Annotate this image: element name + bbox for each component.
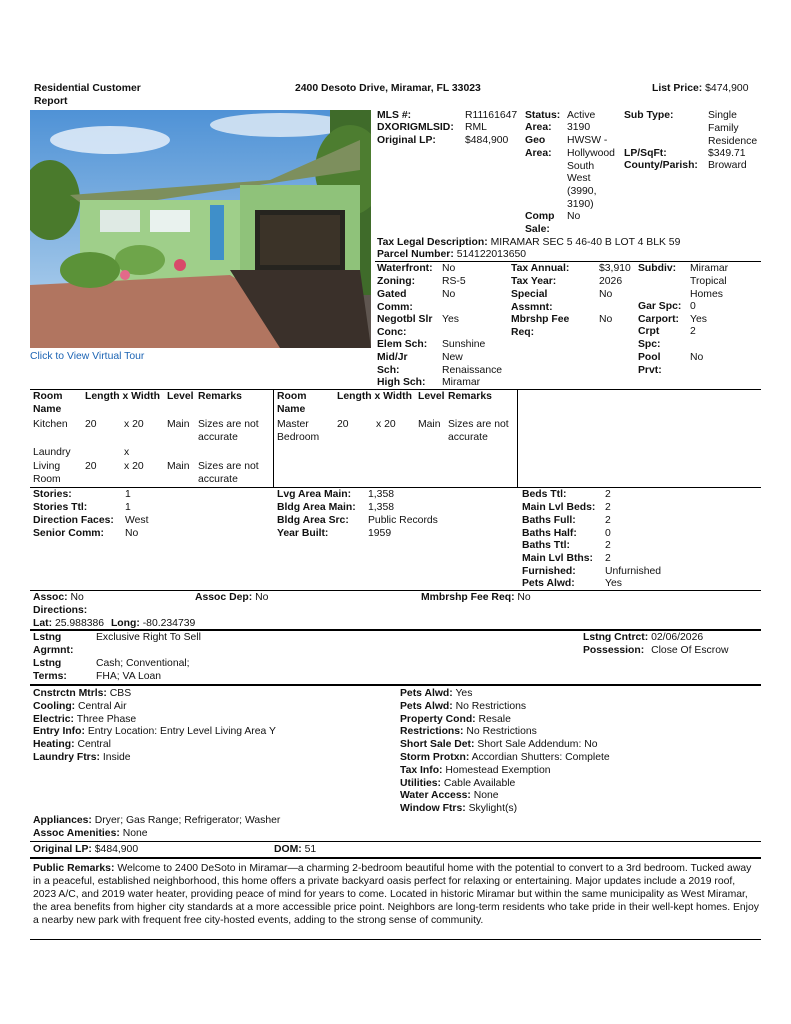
comp-sale-value: No xyxy=(567,211,581,222)
divider xyxy=(517,389,518,487)
parcel-number: Parcel Number: 514122013650 xyxy=(377,249,527,260)
divider xyxy=(30,939,761,940)
divider xyxy=(30,487,761,488)
divider xyxy=(30,857,761,859)
property-address: 2400 Desoto Drive, Miramar, FL 33023 xyxy=(295,83,481,94)
original-lp-label: Original LP: xyxy=(377,135,436,146)
baths-ttl-label: Baths Ttl: xyxy=(522,540,570,551)
property-photo[interactable] xyxy=(30,110,371,348)
detail-row: Cooling: Central Air xyxy=(33,700,127,712)
main-baths-value: 2 xyxy=(605,553,611,564)
pets-label: Pets Alwd: xyxy=(522,578,575,589)
subdiv-label: Subdiv: xyxy=(638,263,677,274)
waterfront-label: Waterfront: xyxy=(377,263,433,274)
geo-label: Geo Area: xyxy=(525,135,552,159)
direction-value: West xyxy=(125,515,149,526)
directions-label: Directions: xyxy=(33,605,88,616)
high-label: High Sch: xyxy=(377,377,426,388)
detail-row: Entry Info: Entry Location: Entry Level Living Area Y xyxy=(33,726,276,738)
subtype-value: Single Family Residence xyxy=(708,110,758,147)
bldg-src-label: Bldg Area Src: xyxy=(277,515,349,526)
divider xyxy=(375,261,761,262)
tax-annual-label: Tax Annual: xyxy=(511,263,570,274)
main-beds-label: Main Lvl Beds: xyxy=(522,502,596,513)
room-remarks: Sizes are not accurate xyxy=(448,419,509,443)
detail-row: Assoc Amenities: None xyxy=(33,827,148,839)
status-value: Active xyxy=(567,110,596,121)
room-width: x xyxy=(124,447,130,458)
lstng-terms-label: Lstng Terms: xyxy=(33,658,67,682)
details-bottom xyxy=(33,815,280,841)
details-right xyxy=(400,688,610,816)
possession: Possession: Close Of Escrow xyxy=(583,645,729,656)
lvg-area-label: Lvg Area Main: xyxy=(277,489,352,500)
lpsqft-value: $349.71 xyxy=(708,148,746,159)
waterfront-value: No xyxy=(442,263,456,274)
garspc-value: 0 xyxy=(690,301,696,312)
special-label: Special Assmnt: xyxy=(511,289,553,313)
detail-row: Laundry Ftrs: Inside xyxy=(33,751,131,763)
lat-long: Lat: 25.988386 Long: -80.234739 xyxy=(33,618,196,629)
elem-value: Sunshine xyxy=(442,339,486,350)
tax-year-value: 2026 xyxy=(599,276,623,287)
room-length: 20 xyxy=(85,461,97,472)
detail-row: Storm Protxn: Accordian Shutters: Complete xyxy=(400,751,610,763)
mls-number: R11161647 xyxy=(465,110,518,121)
room-level-header: Level xyxy=(167,391,194,402)
detail-row: Utilities: Cable Available xyxy=(400,777,516,789)
assoc-dep: Assoc Dep: No xyxy=(195,592,269,603)
detail-row: Pets Alwd: No Restrictions xyxy=(400,700,527,712)
baths-half-label: Baths Half: xyxy=(522,528,577,539)
room-lw-header: Length x Width xyxy=(337,391,412,402)
original-lp-value: $484,900 xyxy=(465,135,509,146)
room-width: x 20 xyxy=(124,461,144,472)
garspc-label: Gar Spc: xyxy=(638,301,682,312)
house-photo-icon xyxy=(30,110,371,348)
baths-full-label: Baths Full: xyxy=(522,515,576,526)
high-value: Miramar xyxy=(442,377,481,388)
bldg-area-label: Bldg Area Main: xyxy=(277,502,356,513)
room-name: Kitchen xyxy=(33,419,68,430)
area-label: Area: xyxy=(525,122,552,133)
gated-value: No xyxy=(442,289,456,300)
lstng-cntrct: Lstng Cntrct: 02/06/2026 xyxy=(583,632,704,643)
comp-sale-label: Comp Sale: xyxy=(525,211,555,235)
stories-ttl-label: Stories Ttl: xyxy=(33,502,88,513)
detail-row: Water Access: None xyxy=(400,790,499,802)
room-remarks: Sizes are not accurate xyxy=(198,419,259,443)
zoning-label: Zoning: xyxy=(377,276,416,287)
room-lw-header: Length x Width xyxy=(85,391,160,402)
room-remarks: Sizes are not accurate xyxy=(198,461,259,485)
county-value: Broward xyxy=(708,160,747,171)
room-width: x 20 xyxy=(124,419,144,430)
mid-value: New Renaissance xyxy=(442,352,503,376)
special-value: No xyxy=(599,289,613,300)
baths-full-value: 2 xyxy=(605,515,611,526)
stories-value: 1 xyxy=(125,489,131,500)
detail-row: Electric: Three Phase xyxy=(33,713,137,725)
area-value: 3190 xyxy=(567,122,591,133)
room-length: 20 xyxy=(85,419,97,430)
stories-ttl-value: 1 xyxy=(125,502,131,513)
public-remarks: Public Remarks: Welcome to 2400 DeSoto in Miramar—a charming 2-bedroom beautiful home with the potential to convert to a 3rd bedroom. Tucked away in a peaceful, established neighborhood, this home offers a private backyard oasis perfect for relaxing or entertaining. Major updates include a 2019 roof, 2023 A/C, and 2019 water heater, providing peace of mind for years to come. Located in historic Miramar but within the same municipality as West Miramar, the area benefits from higher city standards at a more accessible price point. Neighbors are long-term residents who take pride in their well-kept homes. Enjoy a nearby new park with frequent free city-hosted events, adding to the strong sense of community. xyxy=(33,863,759,926)
senior-label: Senior Comm: xyxy=(33,528,105,539)
tax-year-label: Tax Year: xyxy=(511,276,557,287)
gated-label: Gated Comm: xyxy=(377,289,413,313)
room-name-header: Room Name xyxy=(277,391,307,415)
year-built-label: Year Built: xyxy=(277,528,329,539)
senior-value: No xyxy=(125,528,139,539)
geo-value: HWSW - Hollywood South West (3990, 3190) xyxy=(567,135,615,210)
negotbl-label: Negotbl Slr Conc: xyxy=(377,314,433,338)
baths-ttl-value: 2 xyxy=(605,540,611,551)
direction-label: Direction Faces: xyxy=(33,515,114,526)
room-width: x 20 xyxy=(376,419,396,430)
room-level: Main xyxy=(167,461,190,472)
zoning-value: RS-5 xyxy=(442,276,466,287)
divider xyxy=(30,389,761,390)
furnished-label: Furnished: xyxy=(522,566,576,577)
detail-row: Heating: Central xyxy=(33,739,111,751)
pets-value: Yes xyxy=(605,578,622,589)
year-built-value: 1959 xyxy=(368,528,392,539)
mmbrshp-fee-req: Mmbrshp Fee Req: No xyxy=(421,592,531,603)
detail-row: Appliances: Dryer; Gas Range; Refrigerator; Washer xyxy=(33,815,281,826)
room-name-header: Room Name xyxy=(33,391,63,415)
detail-row: Cnstrctn Mtrls: CBS xyxy=(33,688,132,699)
bldg-src-value: Public Records xyxy=(368,515,438,526)
divider xyxy=(30,841,761,842)
original-lp: Original LP: $484,900 xyxy=(33,844,139,855)
mls-label: MLS #: xyxy=(377,110,412,121)
detail-row: Tax Info: Homestead Exemption xyxy=(400,764,551,776)
dxorig-label: DXORIGMLSID: xyxy=(377,122,454,133)
crpt-value: 2 xyxy=(690,326,696,337)
room-level: Main xyxy=(418,419,441,430)
room-name: Master Bedroom xyxy=(277,419,320,443)
detail-row: Restrictions: No Restrictions xyxy=(400,726,537,738)
main-baths-label: Main Lvl Bths: xyxy=(522,553,594,564)
room-level-header: Level xyxy=(418,391,445,402)
list-price: List Price: $474,900 xyxy=(652,83,749,94)
details-left xyxy=(33,688,276,765)
negotbl-value: Yes xyxy=(442,314,459,325)
lstng-agrmnt-label: Lstng Agrmnt: xyxy=(33,632,74,656)
status-label: Status: xyxy=(525,110,561,121)
lstng-terms-value: Cash; Conventional; FHA; VA Loan xyxy=(96,658,190,682)
pool-label: Pool Prvt: xyxy=(638,352,662,376)
carport-label: Carport: xyxy=(638,314,679,325)
divider xyxy=(30,629,761,631)
crpt-label: Crpt Spc: xyxy=(638,326,661,350)
detail-row: Window Ftrs: Skylight(s) xyxy=(400,803,518,815)
virtual-tour-link[interactable]: Click to View Virtual Tour xyxy=(30,351,145,362)
lpsqft-label: LP/SqFt: xyxy=(624,148,667,159)
tax-annual-value: $3,910 xyxy=(599,263,631,274)
county-label: County/Parish: xyxy=(624,160,698,171)
beds-label: Beds Ttl: xyxy=(522,489,567,500)
divider xyxy=(30,590,761,591)
room-remarks-header: Remarks xyxy=(198,391,242,402)
stories-label: Stories: xyxy=(33,489,72,500)
lvg-area-value: 1,358 xyxy=(368,489,395,500)
mbrshp-label: Mbrshp Fee Req: xyxy=(511,314,570,338)
dxorig-value: RML xyxy=(465,122,487,133)
room-remarks-header: Remarks xyxy=(448,391,492,402)
pool-value: No xyxy=(690,352,704,363)
baths-half-value: 0 xyxy=(605,528,611,539)
lstng-agrmnt-value: Exclusive Right To Sell xyxy=(96,632,201,643)
mid-label: Mid/Jr Sch: xyxy=(377,352,408,376)
room-length: 20 xyxy=(337,419,349,430)
assoc: Assoc: No xyxy=(33,592,84,603)
room-name: Laundry xyxy=(33,447,71,458)
main-beds-value: 2 xyxy=(605,502,611,513)
carport-value: Yes xyxy=(690,314,707,325)
divider xyxy=(273,389,274,487)
divider xyxy=(30,684,761,686)
subdiv-value: Miramar Tropical Homes xyxy=(690,263,729,300)
mbrshp-value: No xyxy=(599,314,613,325)
report-type: Residential Customer Report xyxy=(34,83,141,107)
detail-row: Pets Alwd: Yes xyxy=(400,688,473,699)
room-level: Main xyxy=(167,419,190,430)
detail-row: Short Sale Det: Short Sale Addendum: No xyxy=(400,739,598,751)
room-name: Living Room xyxy=(33,461,61,485)
detail-row: Property Cond: Resale xyxy=(400,713,511,725)
subtype-label: Sub Type: xyxy=(624,110,674,121)
furnished-value: Unfurnished xyxy=(605,566,662,577)
tax-legal: Tax Legal Description: MIRAMAR SEC 5 46-40 B LOT 4 BLK 59 xyxy=(377,237,681,248)
bldg-area-value: 1,358 xyxy=(368,502,395,513)
beds-value: 2 xyxy=(605,489,611,500)
dom: DOM: 51 xyxy=(274,844,317,855)
elem-label: Elem Sch: xyxy=(377,339,428,350)
